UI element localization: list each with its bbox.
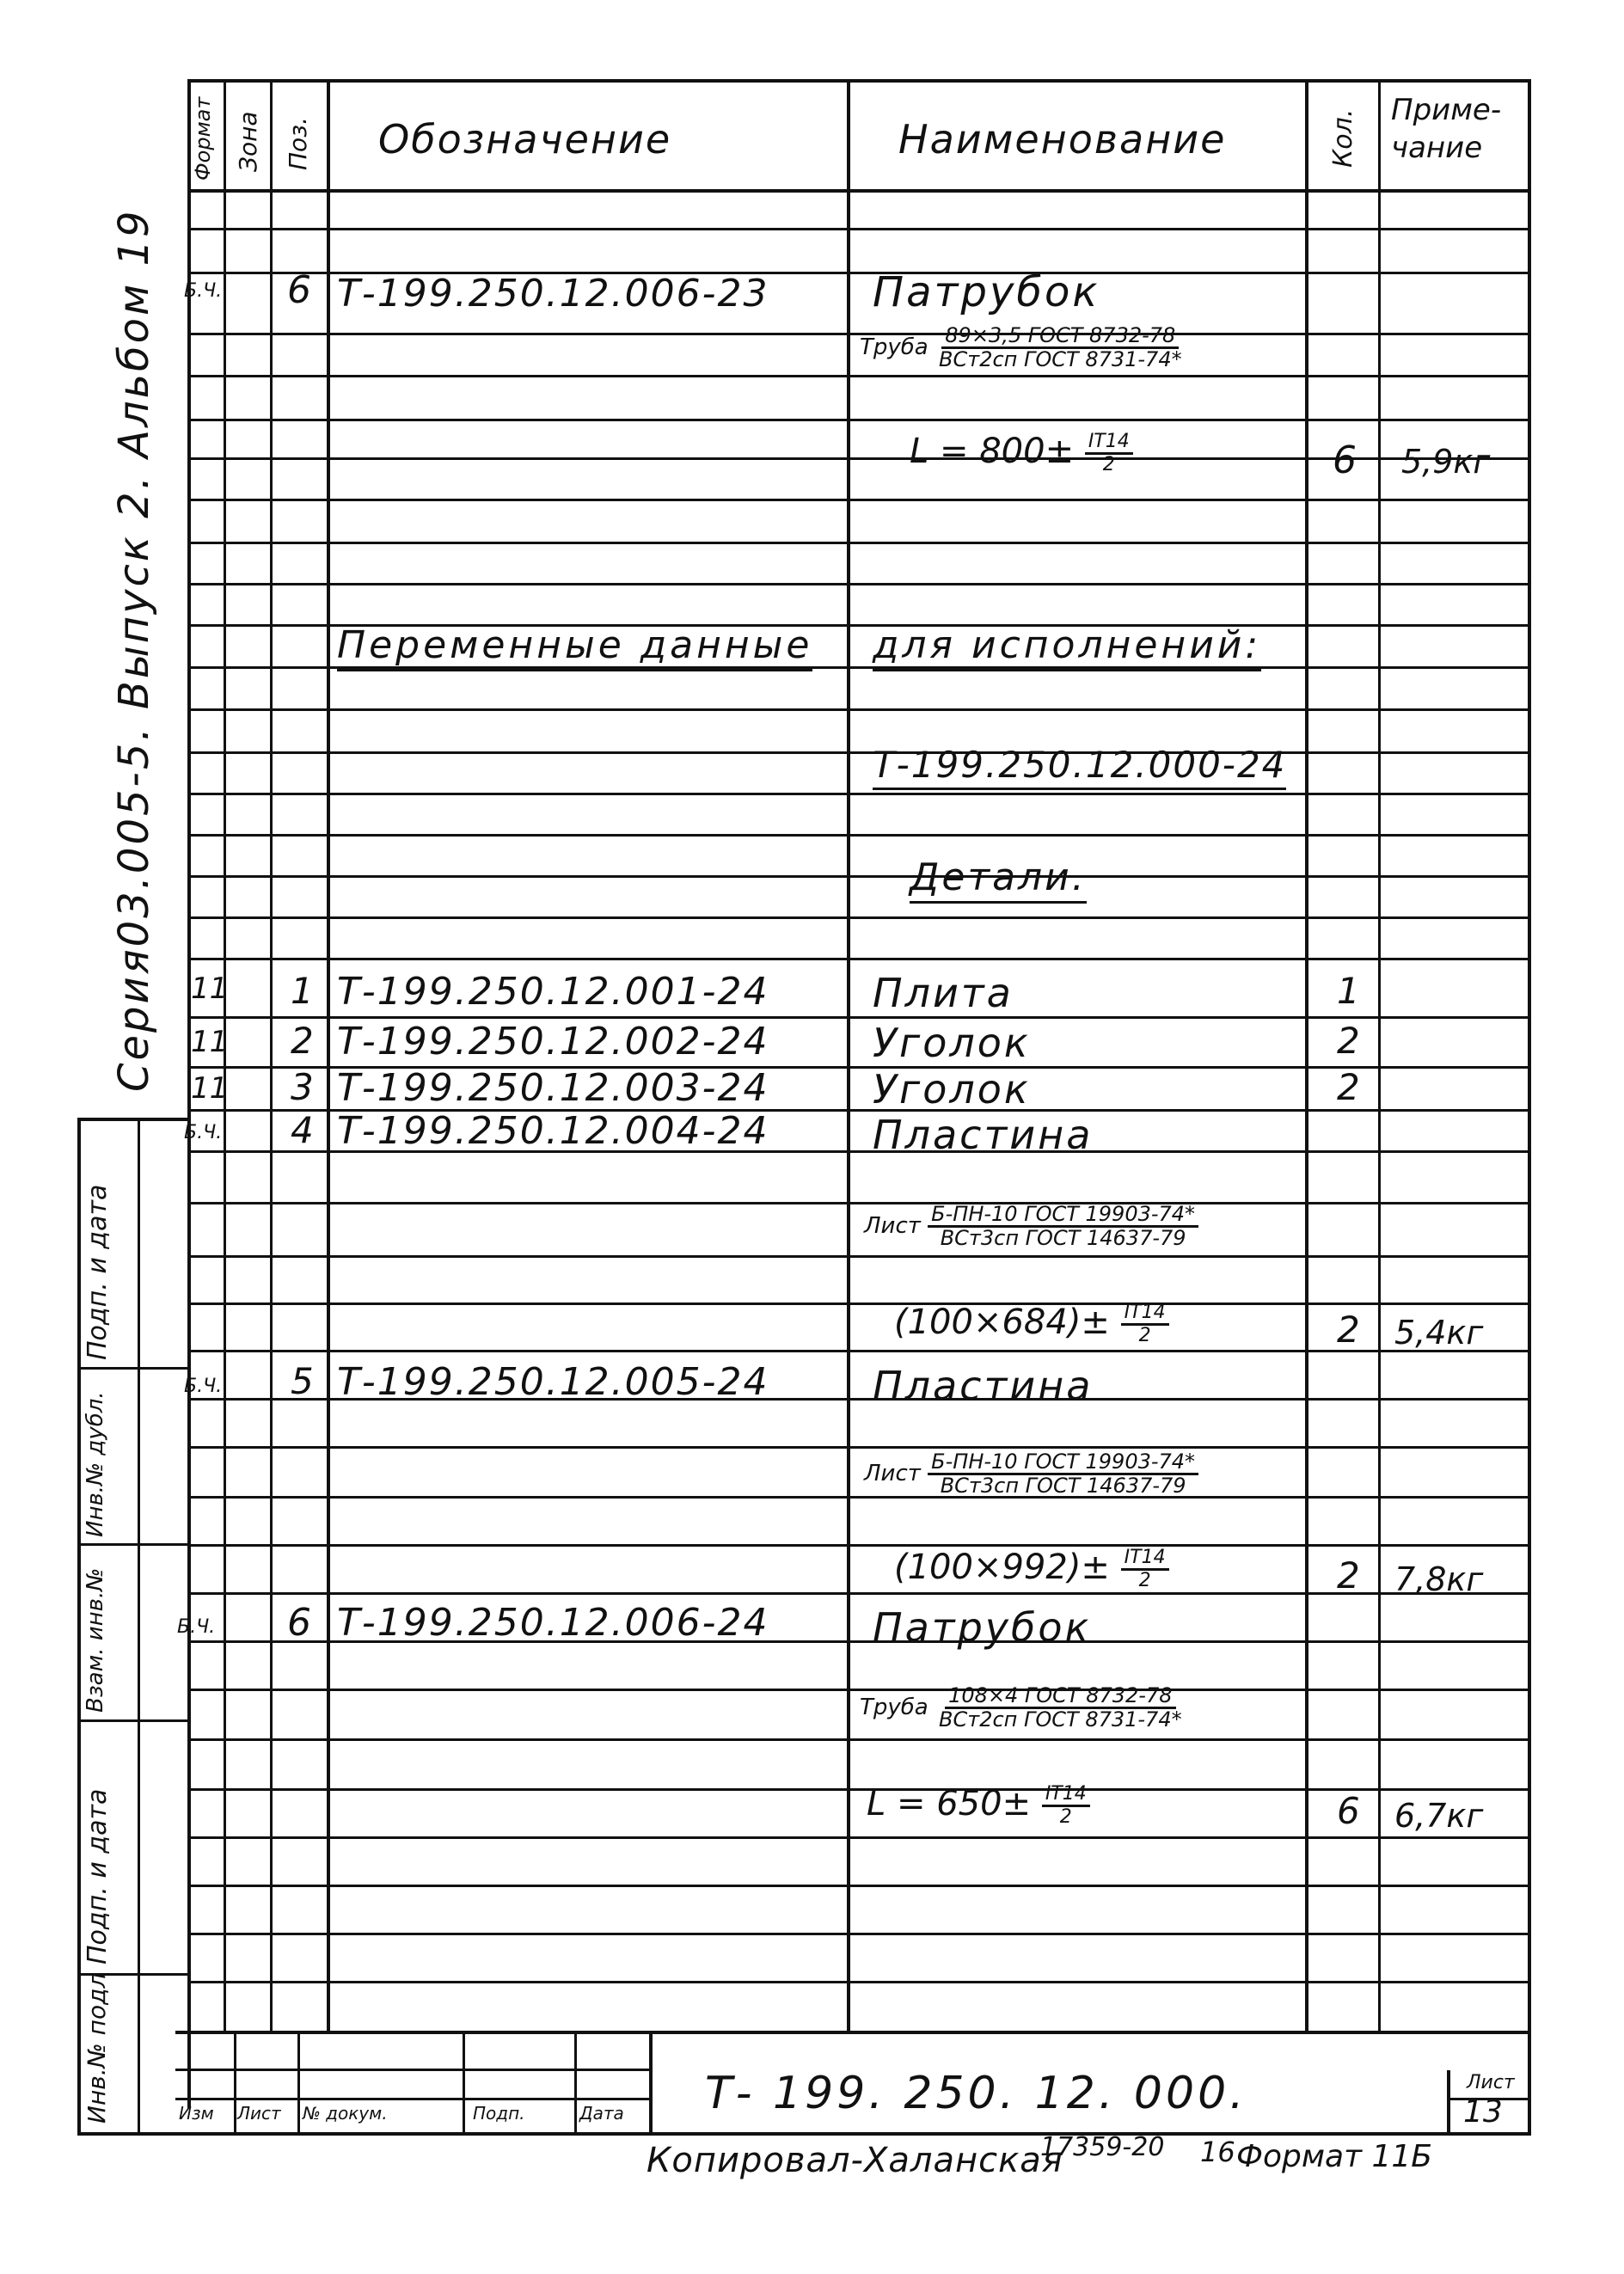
stamp-line <box>77 1719 187 1722</box>
row-name: Пластина <box>873 1112 1094 1158</box>
details-heading: Детали. <box>910 855 1087 899</box>
footer-num: 16 <box>1200 2136 1235 2168</box>
row-line <box>187 1302 1531 1305</box>
variable-data-left: Переменные данные <box>337 623 812 667</box>
row-line <box>187 793 1531 795</box>
row-line <box>187 457 1531 460</box>
header-name: Наименование <box>898 116 1227 162</box>
tolerance-fraction <box>1085 432 1133 474</box>
spec-den: ВСт3сп ГОСТ 14637-79 <box>940 1226 1186 1251</box>
stamp-vzam-inv: Взам. инв.№ <box>83 1567 108 1713</box>
tb-doc-no: № докум. <box>303 2103 388 2124</box>
tb-line <box>463 2031 465 2132</box>
tb-line <box>649 2031 653 2132</box>
stamp-line <box>77 1367 187 1370</box>
size-text: (100×992)± <box>894 1548 1110 1587</box>
row-designation: Т-199.250.12.004-24 <box>337 1109 769 1153</box>
spec-fraction <box>935 1685 1186 1731</box>
tb-change: Изм <box>179 2103 214 2124</box>
spec-prefix: Лист <box>864 1461 921 1487</box>
stamp-line <box>77 1543 187 1546</box>
header-bottom-line <box>187 189 1531 193</box>
stamp-podp-data-1: Подп. и дата <box>83 1788 113 1964</box>
stamp-inv-podl: Инв.№ подл <box>83 1972 111 2124</box>
spec-material <box>864 1204 1198 1249</box>
spec-length <box>910 432 1133 475</box>
row-line <box>187 1255 1531 1258</box>
row-designation: Т-199.250.12.006-24 <box>337 1601 769 1645</box>
row-line <box>187 1788 1531 1791</box>
row-name: Патрубок <box>873 268 1100 316</box>
header-pos: Поз. <box>284 117 312 170</box>
row-line <box>187 1885 1531 1887</box>
spec-material <box>864 1451 1198 1497</box>
row-pos: 3 <box>291 1066 314 1108</box>
row-designation: Т-199.250.12.005-24 <box>337 1360 769 1404</box>
row-qty: 6 <box>1337 1790 1360 1832</box>
header-zone: Зона <box>234 111 262 172</box>
row-line <box>187 1016 1531 1019</box>
spec-num: 89×3,5 ГОСТ 8732-78 <box>941 325 1179 349</box>
tolerance-fraction <box>1121 1302 1169 1345</box>
tb-line <box>1447 2070 1450 2132</box>
tb-line <box>574 2031 577 2132</box>
stamp-podp-data-2: Подп. и дата <box>83 1184 113 1360</box>
row-format: 11 <box>191 1071 229 1106</box>
row-line <box>187 228 1531 230</box>
row-line <box>187 834 1531 837</box>
variant-designation: Т-199.250.12.000-24 <box>873 744 1286 786</box>
row-qty: 6 <box>1333 438 1357 482</box>
title-block-top-line <box>175 2031 1531 2034</box>
header-note-2: чание <box>1391 131 1483 165</box>
row-note: 7,8кг <box>1394 1560 1484 1598</box>
row-line <box>187 875 1531 878</box>
row-pos: 1 <box>291 970 314 1012</box>
tol-den: 2 <box>1059 1805 1072 1828</box>
length-text: L = 650± <box>867 1784 1032 1823</box>
row-format: Б.Ч. <box>184 1122 223 1143</box>
row-format: Б.Ч. <box>184 1376 223 1397</box>
row-line <box>187 916 1531 919</box>
row-note: 6,7кг <box>1394 1797 1484 1835</box>
header-note-1: Приме- <box>1391 93 1502 127</box>
footer-order: 17359-20 <box>1040 2132 1165 2162</box>
row-line <box>187 1738 1531 1741</box>
tb-line <box>297 2031 300 2132</box>
spec-num: Б-ПН-10 ГОСТ 19903-74* <box>928 1204 1198 1228</box>
row-qty: 1 <box>1337 970 1360 1012</box>
row-line <box>187 708 1531 711</box>
row-designation: Т-199.250.12.002-24 <box>337 1020 769 1063</box>
row-line <box>187 1836 1531 1839</box>
length-text: L = 800± <box>910 432 1075 471</box>
footer-copied: Копировал-Халанская <box>647 2141 1063 2180</box>
tolerance-fraction <box>1042 1784 1090 1826</box>
row-line <box>187 1981 1531 1983</box>
tb-designation: Т- 199. 250. 12. 000. <box>705 2068 1247 2119</box>
tb-line <box>234 2031 236 2132</box>
row-line <box>187 419 1531 421</box>
stamp-top-line <box>77 1118 187 1121</box>
spec-material <box>860 1685 1186 1731</box>
row-name: Уголок <box>873 1066 1031 1112</box>
tol-num: IT14 <box>1121 1302 1169 1325</box>
spec-den: ВСт2сп ГОСТ 8731-74* <box>939 1707 1182 1732</box>
row-line <box>187 1592 1531 1595</box>
row-line <box>187 499 1531 501</box>
tol-num: IT14 <box>1085 432 1133 454</box>
row-format: 11 <box>191 972 229 1006</box>
row-qty: 2 <box>1337 1309 1360 1351</box>
spec-size <box>894 1302 1169 1345</box>
row-pos: 5 <box>291 1360 314 1402</box>
row-name: Пластина <box>873 1363 1094 1409</box>
tol-num: IT14 <box>1121 1548 1169 1570</box>
footer-format: Формат 11Б <box>1236 2139 1433 2174</box>
spec-num: 108×4 ГОСТ 8732-78 <box>945 1685 1175 1709</box>
row-line <box>187 375 1531 377</box>
row-format: Б.Ч. <box>177 1616 216 1638</box>
series-margin-label: Серия03.005-5. Выпуск 2. Альбом 19 <box>110 208 158 1092</box>
size-text: (100×684)± <box>894 1302 1110 1342</box>
spec-den: ВСт2сп ГОСТ 8731-74* <box>939 347 1182 372</box>
row-pos: 4 <box>291 1109 314 1151</box>
tol-den: 2 <box>1138 1569 1151 1591</box>
spec-prefix: Труба <box>860 1695 928 1721</box>
stamp-mid-line <box>138 1118 140 2132</box>
tb-sheet-label: Лист <box>1467 2072 1515 2093</box>
row-qty: 2 <box>1337 1554 1360 1597</box>
spec-fraction <box>935 325 1186 371</box>
row-line <box>187 958 1531 960</box>
tol-num: IT14 <box>1042 1784 1090 1806</box>
row-line <box>187 1544 1531 1547</box>
tb-sign: Подп. <box>473 2103 525 2124</box>
spec-den: ВСт3сп ГОСТ 14637-79 <box>940 1474 1186 1499</box>
spec-fraction <box>928 1204 1198 1249</box>
row-qty: 2 <box>1337 1020 1360 1062</box>
row-pos: 6 <box>287 268 311 312</box>
tb-sheet-no: 13 <box>1463 2094 1503 2130</box>
tb-line <box>175 2098 649 2100</box>
tol-den: 2 <box>1102 453 1115 475</box>
row-name: Патрубок <box>873 1604 1092 1651</box>
header-format: Формат <box>191 96 215 181</box>
row-line <box>187 751 1531 754</box>
row-format: Б.Ч. <box>184 280 223 302</box>
row-name: Уголок <box>873 1020 1031 1066</box>
row-line <box>187 1350 1531 1352</box>
row-pos: 2 <box>291 1020 314 1062</box>
spec-material <box>860 325 1186 371</box>
spec-fraction <box>928 1451 1198 1497</box>
spec-prefix: Труба <box>860 334 928 361</box>
row-note: 5,4кг <box>1394 1314 1484 1352</box>
stamp-left-line <box>77 1118 81 2132</box>
row-line <box>187 1496 1531 1499</box>
spec-num: Б-ПН-10 ГОСТ 19903-74* <box>928 1451 1198 1475</box>
row-designation: Т-199.250.12.001-24 <box>337 970 769 1014</box>
frame-right-line <box>1528 79 1531 2132</box>
tb-sheet: Лист <box>237 2103 281 2124</box>
row-name: Плита <box>873 970 1014 1016</box>
tb-line <box>175 2069 649 2071</box>
header-designation: Обозначение <box>378 116 672 162</box>
row-line <box>187 583 1531 585</box>
row-qty: 2 <box>1337 1066 1360 1108</box>
frame-bottom-line <box>77 2132 1531 2136</box>
spec-size <box>894 1548 1169 1591</box>
row-line <box>187 1933 1531 1935</box>
row-line <box>187 1202 1531 1204</box>
row-line <box>187 542 1531 544</box>
spec-length <box>867 1784 1090 1827</box>
row-note: 5,9кг <box>1401 443 1491 481</box>
row-format: 11 <box>191 1025 229 1059</box>
header-qty: Кол. <box>1328 108 1358 168</box>
spec-prefix: Лист <box>864 1213 921 1240</box>
row-pos: 6 <box>287 1601 311 1645</box>
row-designation: Т-199.250.12.006-23 <box>337 272 769 316</box>
tol-den: 2 <box>1138 1324 1151 1346</box>
stamp-inv-dubl: Инв.№ дубл. <box>83 1391 108 1537</box>
variable-data-right: для исполнений: <box>873 623 1261 667</box>
tolerance-fraction <box>1121 1548 1169 1590</box>
tb-date: Дата <box>579 2103 624 2124</box>
row-designation: Т-199.250.12.003-24 <box>337 1066 769 1110</box>
row-line <box>187 1446 1531 1449</box>
frame-top-line <box>187 79 1531 83</box>
